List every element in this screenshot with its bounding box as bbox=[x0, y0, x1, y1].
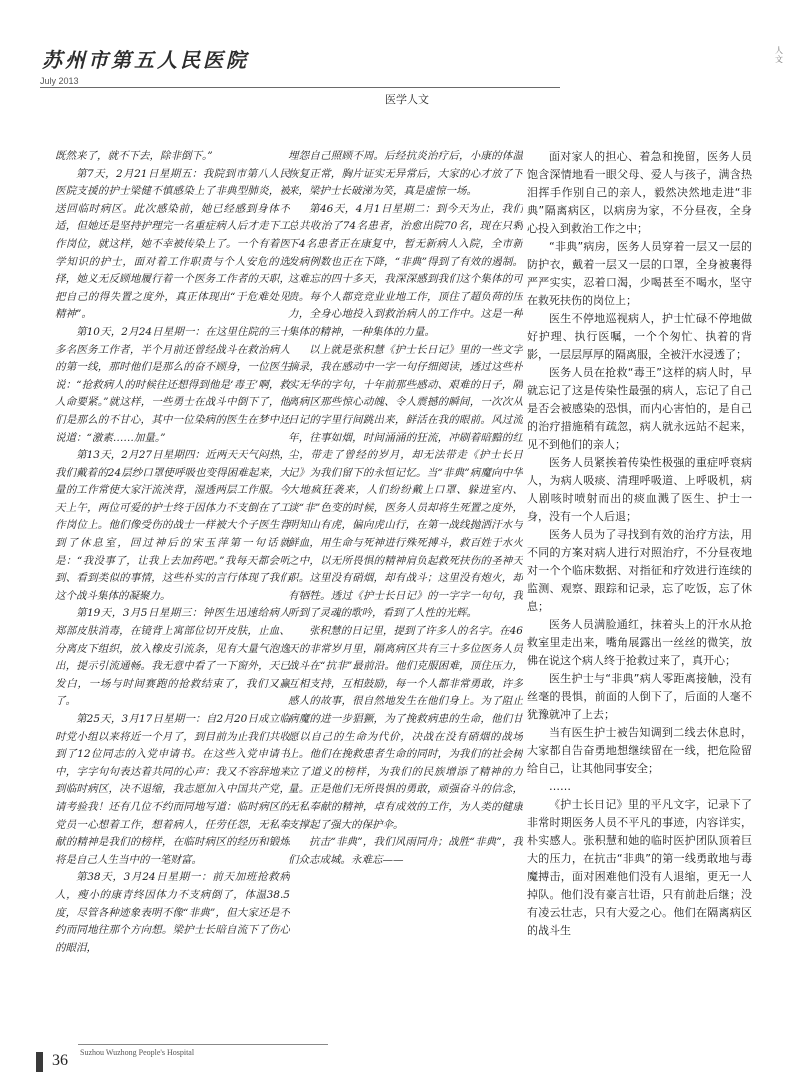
issue-date: July 2013 bbox=[40, 76, 79, 86]
header-rule bbox=[40, 87, 560, 88]
paragraph: 第10天，2月24日星期一：在这里住院的三十多名医务工作者，半个月前还曾经战斗在救治病人的第一线，那时他们是那么的奋不顾身，一位医生说：“抢救病人的时候往还想得到他是‘毒王’啊，救人命要紧。”就这样，一些勇士在战斗中倒下了，他们是那么的不甘心，其中一位染病的医生在梦中还说道：“激素……加量。” bbox=[55, 325, 290, 444]
article-column-2 bbox=[288, 148, 523, 1038]
section-title: 医学人文 bbox=[385, 93, 429, 106]
paragraph: 第19天，3月5日星期三：钟医生迅速给病人郑部皮肤消毒，在镜背上寓部位切开皮肤，止血、分离皮下组织，放入橡皮引流条，见有大量气泡逸出，提示引流通畅。我无意中看了一下窗外，天已发白，一场与时间赛跑的抢救结束了，我们又赢了。 bbox=[55, 607, 290, 708]
corner-section-label: 人文 bbox=[775, 46, 783, 64]
paragraph: 第7天，2月21日星期五：我院到市第八人民医院支援的护士梁健不慎感染上了非典型肺炎，被送回临时病区。此次感染前，她已经感到身体不适，但她还是坚持护理完一名重症病人后才走下工作岗位，就这样，她不幸被传染上了。一个有着医学知识的护士，面对着工作职责与个人安危的选择，她义无反顾地履行着一个医务工作者的天职，把自己的得失置之度外，真正体现出“于危难处见精神”。 bbox=[55, 167, 290, 321]
paragraph: 《护士长日记》里的平凡文字，记录下了非常时期医务人员不平凡的事迹，内容详实，朴实感人。张积慧和她的临时医护团队顶着巨大的压力，在抗击“非典”的第一线勇敢地与毒魔搏击，面对困难他们没有人退缩，更无一人掉队。他们没有豪言壮语，只有前赴后继；没有凌云壮志，只有大爱之心。他们在隔离病区的战斗生 bbox=[527, 798, 752, 937]
article-column-3 bbox=[527, 148, 752, 1038]
footer-rule bbox=[78, 1044, 328, 1045]
journal-masthead: 苏州市第五人民医院 bbox=[42, 48, 249, 72]
page-number-bar bbox=[36, 1052, 43, 1072]
paragraph: 第13天，2月27日星期四：近两天天气闷热，我们戴着的24层纱口罩使呼吸也变得困难起来，大量的工作常使大家汗流浃背，湿透两层工作服。今天上午，两位可爱的护士终于因体力不支倒在了工作岗位上。他们像受伤的战士一样被大个子医生背到了休息室，回过神后的宋玉萍第一句话就是：“我没事了，让我上去加药吧。”我每天都会听到、看到类似的事情，这些朴实的言行体现了我们这个战斗集体的凝聚力。 bbox=[55, 449, 290, 602]
paragraph: 第38天，3月24日星期一：前天加班抢救病人，瘦小的康青终因体力不支病倒了，体温38.5度，尽管各种迹象表明不像“非典”，但大家还是不约而同地往那个方向想。梁护士长暗自流下了伤心的眼泪， bbox=[55, 871, 290, 954]
paragraph: 医务人员为了寻找到有效的治疗方法，用不同的方案对病人进行对照治疗，不分昼夜地对一个个临床数据、对指征和疗效进行连续的监测、观察、跟踪和记录，忘了吃饭，忘了休息； bbox=[527, 528, 752, 613]
page-number: 36 bbox=[52, 1052, 68, 1069]
paragraph: 张积慧的日记里，提到了许多人的名字。在46天的非常岁月里，隔离病区共有三十多位医务人员战斗在“抗非”最前沿。他们克服困难，顶住压力，互相支持，互相鼓励，每一个人都非常勇敢，许多感人的故事，很自然地发生在他们身上。为了阻止病魔的进一步猖獗，为了挽救病患的生命，他们甘愿以自己的生命为代价，决战在没有硝烟的战场上。他们在挽救患者生命的同时，为我们的社会树立了道义的榜样，为我们的民族增添了精神的力量。正是他们无所畏惧的勇敢，顽强奋斗的信念，无私奉献的精神，卓有成效的工作，为人类的健康支撑起了强大的保护伞。 bbox=[288, 625, 523, 831]
paragraph: 第46天，4月1日星期二：到今天为止，我们总共收治了74名患者，治愈出院70名，现在只剩下4名患者正在康复中，暂无新病人入院，全市新发病例数也正在下降，“非典”得到了有效的遏制。这难忘的四十多天，我深深感到我们这个集体的可贵。每个人都竞竞业业地工作，顶住了超负荷的压力，全身心地投入到救治病人的工作中。这是一种集体的精神，一种集体的力量。 bbox=[288, 202, 523, 338]
paragraph: “非典”病房，医务人员穿着一层又一层的防护衣，戴着一层又一层的口罩，全身被裹得严严实实，忍着口渴，少喝甚至不喝水，坚守在救死扶伤的岗位上； bbox=[527, 240, 752, 307]
paragraph: 抗击“非典”，我们风雨同舟；战胜“非典”，我们众志成城。永难忘—— bbox=[288, 836, 523, 866]
footer-journal-name: Suzhou Wuzhong People's Hospital bbox=[80, 1048, 195, 1057]
paragraph: 既然来了，就不下去，除非倒下。” bbox=[55, 150, 213, 162]
paragraph: 埋怨自己照顾不周。后经抗炎治疗后，小康的体温恢复正常，胸片证实无异常后，大家的心才放了下来，梁护士长破涕为笑，真是虚惊一场。 bbox=[288, 150, 523, 198]
article-column-1 bbox=[55, 148, 290, 1038]
paragraph: 医生护士与“非典”病人零距离接触，没有丝毫的畏惧，前面的人倒下了，后面的人毫不犹豫就冲了上去； bbox=[527, 672, 752, 721]
paragraph: 医务人员紧挨着传染性极强的重症呼衰病人，为病人吸痰、清理呼吸道、上呼吸机，病人剧咳时喷射而出的痰血溅了医生、护士一身，没有一个人后退； bbox=[527, 456, 752, 523]
paragraph: 以上就是张积慧《护士长日记》里的一些文字摘录，我在感动中一字一句仔细阅读，透过这些朴实无华的字句，十年前那些感动、艰难的日子，隔离病区那些惊心动魄、令人震撼的瞬间，一次次从日记的字里行间跳出来，鲜活在我的眼前。风过流年，往事如烟，时间涌涌的狂流，冲刷着暗黯的红尘，带走了曾经的岁月，却无法带走《护士长日记》为我们留下的永恒记忆。当“非典”病魔向中华大地疯狂袭来，人们纷纷戴上口罩、躲进室内、谈“非”色变的时候，医务人员却将生死置之度外，明知山有虎，偏向虎山行，在第一战线抛洒汗水与鲜血，用生命与死神进行殊死搏斗，救百姓于水火之中，以无所畏惧的精神肩负起救死扶伤的圣神天职。这里没有硝烟，却有战斗；这里没有炮火，却有牺牲。透过《护士长日记》的一字字一句句，我听到了灵魂的歌吟，看到了人性的光辉。 bbox=[288, 343, 523, 620]
paragraph: 面对家人的担心、着急和挽留，医务人员饱含深情地看一眼父母、爱人与孩子，满含热泪挥手作别自己的亲人，毅然决然地走进“非典”隔离病区，以病房为家，不分昼夜，全身心投入到救治工作之中； bbox=[527, 150, 752, 235]
paragraph: 医务人员在抢救“毒王”这样的病人时，早就忘记了这是传染性最强的病人，忘记了自己是否会被感染的恐惧，而内心害怕的，是自己的治疗措施稍有疏忽，病人就永远站不起来，见不到他们的亲人； bbox=[527, 366, 752, 451]
paragraph: 医务人员满脸通红，抹着头上的汗水从抢救室里走出来，嘴角展露出一丝丝的微笑，放佛在说这个病人终于抢救过来了，真开心； bbox=[527, 618, 752, 667]
paragraph: …… bbox=[549, 780, 571, 793]
paragraph: 当有医生护士被告知调到二线去休息时，大家都自告奋勇地想继续留在一线，把危险留给自己，让其他同事安全； bbox=[527, 726, 752, 775]
paragraph: 第25天，3月17日星期一：自2月20日成立临时党小组以来将近一个月了，到目前为止我们共收到了12位同志的入党申请书。在这些入党申请书中，字字句句表达着共同的心声：我又不容辞地来到临时病区，决不退缩，我志愿加入中国共产党，请考验我！还有几位不约而同地写道：临时病区的党员一心想着工作，想着病人，任劳任怨，无私奉献的精神是我们的榜样，在临时病区的经历和锻炼将是自己人生当中的一笔财富。 bbox=[55, 713, 290, 866]
paragraph: 医生不停地巡视病人，护士忙碌不停地做好护理、执行医嘱，一个个匆忙、执着的背影，一层层厚厚的隔离服，全被汗水浸透了； bbox=[527, 312, 752, 361]
